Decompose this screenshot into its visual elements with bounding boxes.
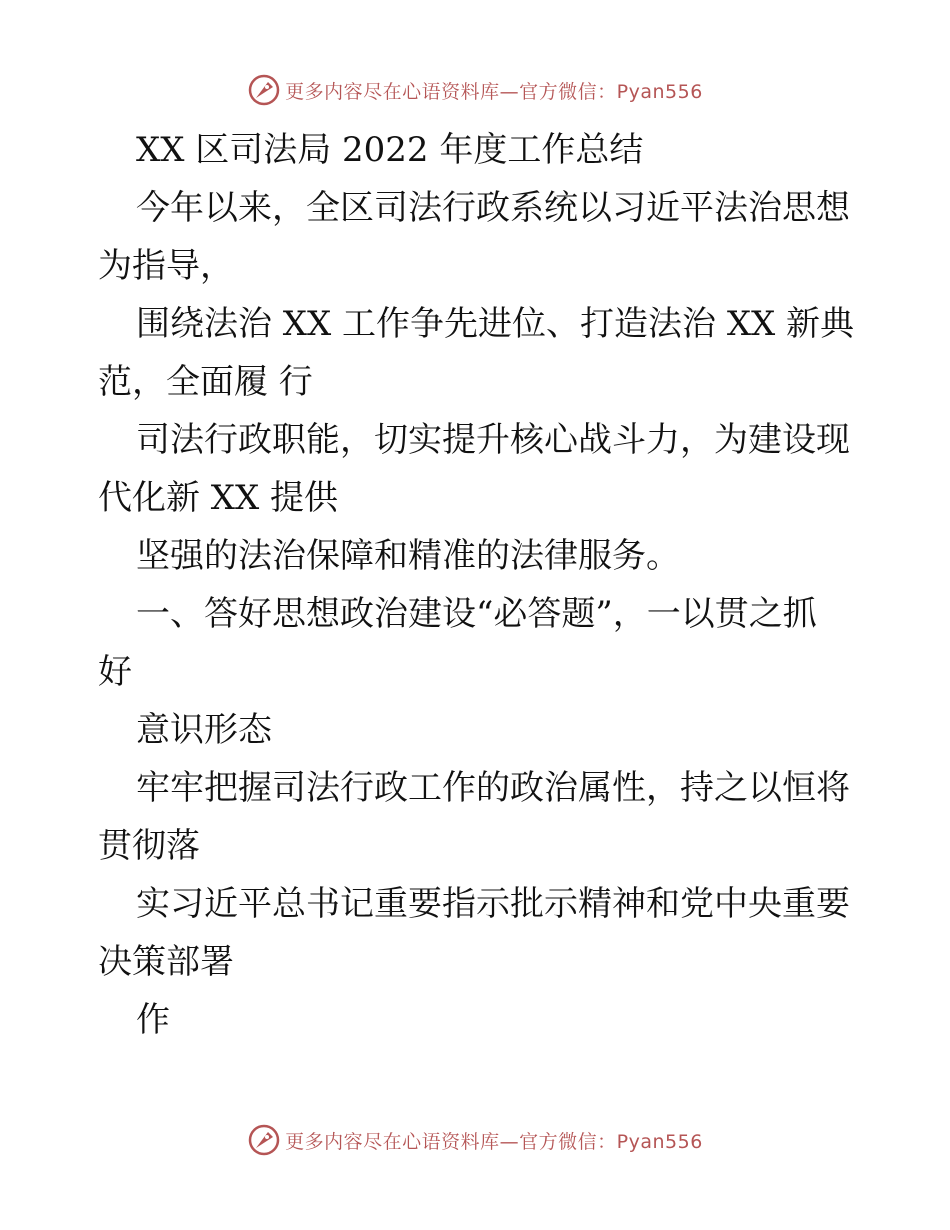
pen-nib-logo-icon [247, 1123, 281, 1157]
banner-text: 更多内容尽在心语资料库—官方微信：Pyan556 [285, 80, 703, 103]
text-line: 牢牢把握司法行政工作的政治属性，持之以恒将 [136, 768, 850, 808]
document-body [98, 121, 858, 1049]
text-line: 决策部署 [98, 942, 234, 982]
text-line: 围绕法治 XX 工作争先进位、打造法治 XX 新典 [136, 304, 855, 344]
text-line: 坚强的法治保障和精准的法律服务。 [136, 536, 680, 576]
header-watermark-banner [0, 70, 950, 110]
text-line: 好 [98, 652, 132, 692]
text-line: 贯彻落 [98, 826, 200, 866]
text-line: 为指导， [98, 246, 234, 286]
text-line: 今年以来，全区司法行政系统以习近平法治思想 [136, 188, 850, 228]
text-line: 司法行政职能，切实提升核心战斗力，为建设现 [136, 420, 850, 460]
footer-watermark-banner [0, 1120, 950, 1160]
text-line: 代化新 XX 提供 [98, 478, 339, 518]
text-line: 作 [136, 1000, 170, 1040]
text-line: 一、答好思想政治建设“必答题”，一以贯之抓 [136, 594, 817, 634]
text-line: 范，全面履 行 [98, 362, 313, 402]
text-line: 实习近平总书记重要指示批示精神和党中央重要 [136, 884, 850, 924]
document-title: XX 区司法局 2022 年度工作总结 [136, 130, 644, 170]
text-line: 意识形态 [136, 710, 272, 750]
pen-nib-logo-icon [247, 73, 281, 107]
banner-text: 更多内容尽在心语资料库—官方微信：Pyan556 [285, 1130, 703, 1153]
